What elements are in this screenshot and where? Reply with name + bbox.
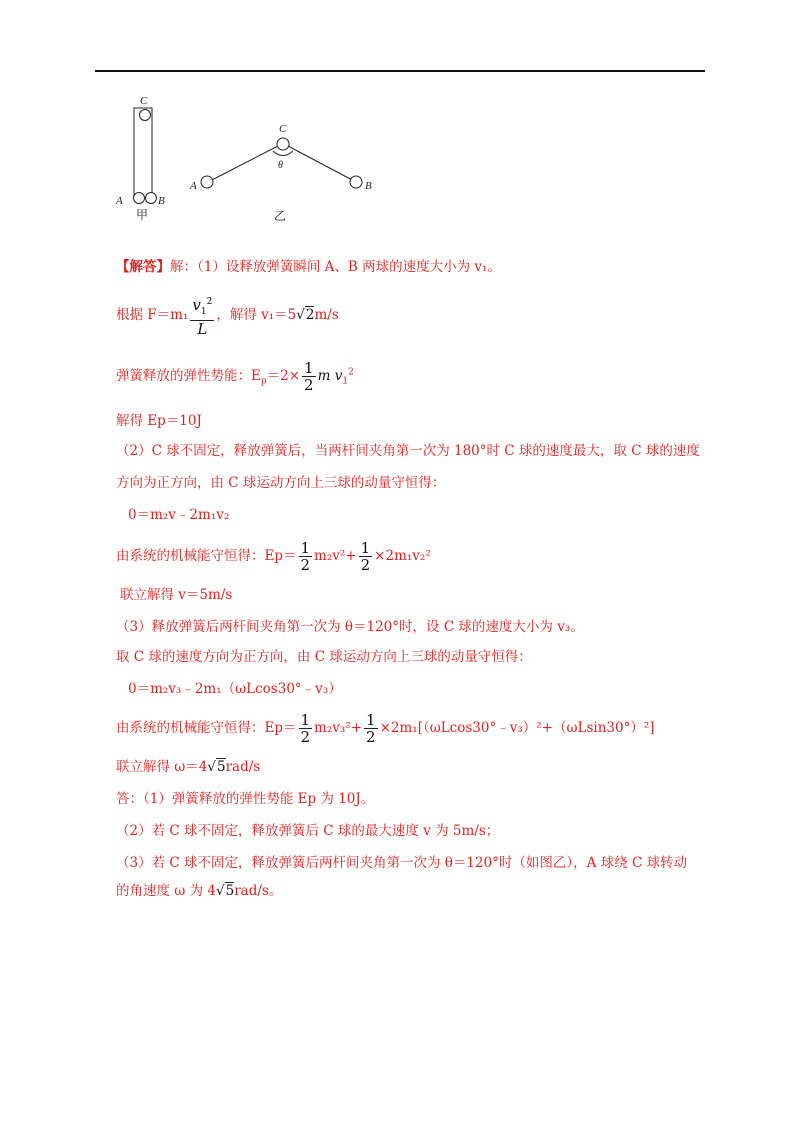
solution-line-9: 联立解得 v＝5m/s [120,587,233,603]
solution-line-10: （3）释放弹簧后两杆间夹角第一次为 θ＝120°时，设 C 球的速度大小为 v₃。 [116,619,584,635]
solution-line-2: 根据 F＝m₁ $\frac{v_1^2}{L}$ ，解得 v₁＝5√2m/s [116,296,339,338]
solution-line-3: 弹簧释放的弹性势能：$E_p=2\times$ $\frac{1}{2}$ m $v_1^2$ [116,359,354,394]
fraction-half-1: $\frac{1}{2}$ [304,359,314,394]
sqrt-5-b: √5 [215,883,235,899]
label-a-jia: A [116,195,123,207]
label-c-jia: C [140,95,148,107]
sqrt-2: √2 [296,307,315,323]
fraction-half-3: $\frac{1}{2}$ [360,539,371,574]
label-theta: θ [278,160,283,171]
ball-a-yi [201,176,213,188]
label-c-yi: C [279,123,287,135]
fraction-half-5: $\frac{1}{2}$ [366,711,376,746]
label-yi: 乙 [274,209,287,223]
solution-line-5: （2）C 球不固定，释放弹簧后，当两杆间夹角第一次为 180°时 C 球的速度最大，取 C 球的速度 [116,443,700,459]
angle-arc [273,151,293,156]
fraction-half-2: $\frac{1}{2}$ [300,539,311,574]
label-jia: 甲 [136,208,149,222]
answer-line-4: 的角速度 ω 为 4√5rad/s。 [116,883,283,899]
ball-c-yi [277,138,289,150]
answer-line-2: （2）若 C 球不固定，释放弹簧后 C 球的最大速度 v 为 5m/s； [116,823,500,839]
ball-c-jia [140,110,151,121]
solution-line-12: 0＝m₂v₃﹣2m₁（ωLcos30°﹣v₃） [128,681,342,697]
answer-line-3: （3）若 C 球不固定，释放弹簧后两杆间夹角第一次为 θ＝120°时（如图乙），A 球绕 C 球转动 [116,855,688,871]
fraction-half-4: $\frac{1}{2}$ [300,711,311,746]
label-a-yi: A [190,180,197,192]
ball-b-yi [350,176,362,188]
label-b-jia: B [158,195,165,207]
physics-figure [110,94,400,224]
solution-line-1: 【解答】解：（1）设释放弹簧瞬间 A、B 两球的速度大小为 v₁。 [116,259,501,275]
sqrt-5-a: √5 [207,759,226,775]
label-b-yi: B [365,180,372,192]
solution-line-4: 解得 Ep＝10J [116,413,202,429]
solution-line-8: 由系统的机械能守恒得：Ep＝ $\frac{1}{2}$ m₂v²+ $\frac{1}{2}$ ×2m₁v₂² [116,539,431,574]
solution-tag: 【解答】 [116,259,170,275]
solution-line-13: 由系统的机械能守恒得：Ep＝ $\frac{1}{2}$ m₂v₃²+ $\frac{1}{2}$ ×2m₁[（ωLcos30°﹣v₃）²+（ωLsin30°）²] [116,711,655,746]
ball-b-jia [146,193,157,204]
ball-a-jia [134,193,145,204]
answer-line-1: 答：（1）弹簧释放的弹性势能 Ep 为 10J。 [116,791,375,807]
rod-frame-jia [134,108,152,198]
solution-line-14: 联立解得 ω＝4√5rad/s [116,759,261,775]
top-rule [95,70,705,72]
fraction-v1sq-over-L: $\frac{v_1^2}{L}$ [192,296,213,338]
solution-line-6: 方向为正方向，由 C 球运动方向上三球的动量守恒得： [116,475,446,491]
solution-line-7: 0＝m₂v﹣2m₁v₂ [128,507,230,523]
solution-line-11: 取 C 球的速度方向为正方向，由 C 球运动方向上三球的动量守恒得： [116,649,532,665]
